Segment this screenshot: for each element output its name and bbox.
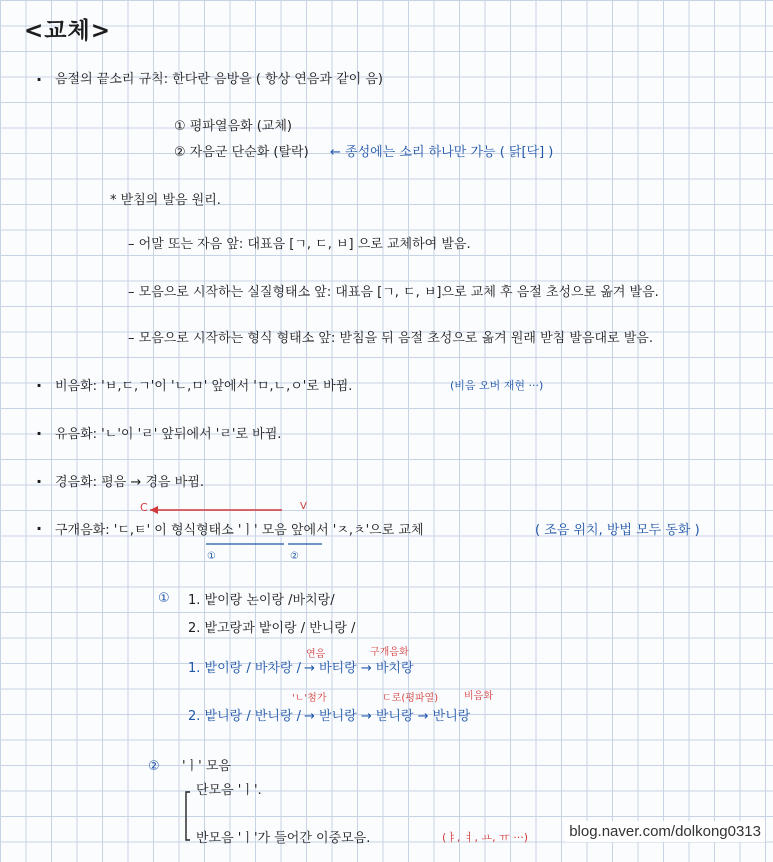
red-arrow-head-icon: [150, 506, 158, 514]
circle-marker-1: ①: [207, 551, 216, 562]
principle-line-2: – 모음으로 시작하는 실질형태소 앞: 대표음 [ㄱ, ㄷ, ㅂ]으로 교체 후 음절 초성으로 옮겨 발음.: [128, 285, 659, 300]
derivation-2-head: 2. 밭니랑 / 반니랑 /: [188, 709, 302, 724]
diphthong-examples: (ㅑ, ㅕ, ㅛ, ㅠ ···): [442, 831, 529, 844]
example-sentence-2: 2. 밭고랑과 밭이랑 / 반니랑 /: [188, 621, 356, 636]
bullet-dot: ·: [36, 424, 43, 443]
plain-plosive-label: ㄷ로(평파열): [382, 693, 439, 704]
palatalization-note: ( 조음 위치, 방법 모두 동화 ): [535, 523, 700, 538]
bullet-dot: ·: [36, 376, 43, 395]
n-insertion-label: 'ㄴ'첨가: [292, 693, 327, 704]
liquidization-rule: 유음화: 'ㄴ'이 'ㄹ' 앞뒤에서 'ㄹ'로 바뀜.: [55, 427, 282, 442]
derivation-1-head: 1. 밭이랑 / 바차랑 /: [188, 661, 302, 676]
example-sentence-1: 1. 밭이랑 논이랑 /바치랑/: [188, 593, 335, 608]
bullet-dot: ·: [36, 70, 43, 89]
derivation-2-steps: → 받니랑 → 받니랑 → 반니랑: [304, 709, 471, 724]
derivation-1-steps: → 바티랑 → 바치랑: [304, 661, 414, 676]
monophthong-i: 단모음 'ㅣ'.: [196, 783, 262, 798]
principle-line-1: – 어말 또는 자음 앞: 대표음 [ㄱ, ㄷ, ㅂ] 으로 교체하여 발음.: [128, 237, 471, 252]
bracket-icon: [186, 792, 190, 840]
palatalization-label: 구개음화: [370, 647, 409, 658]
linking-label: 연음: [306, 649, 326, 660]
semivowel-i: 반모음 'ㅣ'가 들어간 이중모음.: [196, 831, 371, 846]
i-vowel-heading: 'ㅣ' 모음: [182, 759, 231, 774]
nasalization-note: (비음 오버 재현 ···): [450, 379, 544, 392]
example-number-1: ①: [158, 591, 170, 606]
sub-item-2: ② 자음군 단순화 (탈락): [174, 145, 309, 160]
tensification-rule: 경음화: 평음 → 경음 바뀜.: [55, 475, 204, 490]
bullet-dot: ·: [36, 472, 43, 491]
consonant-marker: C: [140, 501, 148, 514]
circle-marker-2: ②: [290, 551, 299, 562]
blog-watermark: blog.naver.com/dolkong0313: [565, 821, 765, 842]
palatalization-rule: 구개음화: 'ㄷ,ㅌ' 이 형식형태소 'ㅣ' 모음 앞에서 'ㅈ,ㅊ'으로 교체: [55, 523, 424, 538]
principle-line-3: – 모음으로 시작하는 형식 형태소 앞: 받침을 뒤 음절 초성으로 옮겨 원래 받침 발음대로 발음.: [128, 331, 653, 346]
nasalization-label: 비음화: [464, 691, 493, 702]
syllable-final-rule: 음절의 끝소리 규칙: 한다란 음방을 ( 항상 연음과 같이 음): [55, 72, 383, 87]
bullet-dot: ·: [36, 519, 43, 538]
vowel-marker: V: [300, 501, 307, 512]
nasalization-rule: 비음화: 'ㅂ,ㄷ,ㄱ'이 'ㄴ,ㅁ' 앞에서 'ㅁ,ㄴ,ㅇ'로 바뀜.: [55, 379, 353, 394]
batchim-principle-heading: * 받침의 발음 원리.: [110, 193, 221, 208]
page-title: <교체>: [24, 18, 111, 44]
sub-item-1: ① 평파열음화 (교체): [174, 119, 292, 134]
example-number-2: ②: [148, 759, 160, 774]
coda-note: ← 종성에는 소리 하나만 가능 ( 닭[닥] ): [330, 145, 554, 160]
